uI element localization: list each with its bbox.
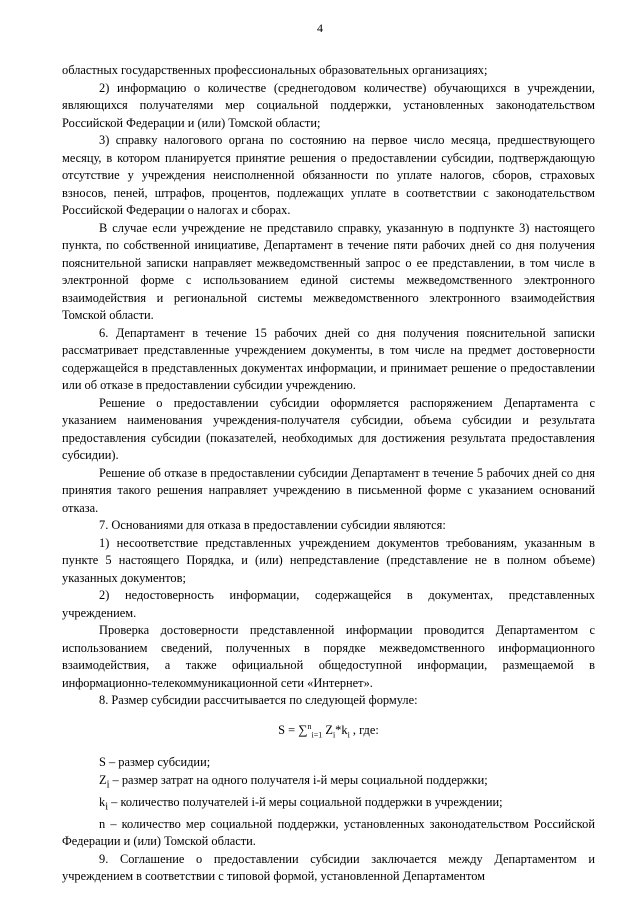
paragraph: 8. Размер субсидии рассчитывается по следующей формуле: [99, 693, 418, 707]
formula-sum-upper: n [307, 721, 312, 731]
paragraph: 2) недостоверность информации, содержащейся в документах, представленных учреждением. [62, 588, 595, 620]
definition-z-symbol: Z [99, 772, 107, 787]
paragraph: 3) справку налогового органа по состоянию на первое число месяца, предшествующего месяцу, в котором планируется принятие решения о предоставлении субсидии, подтверждающую отсутствие у учреждения неисполненной обязанности по уплате налогов, сборов, страховых взносов, пеней, штрафов, процентов, подлежащих уплате в соответствии с законодательством Российской Федерации о налогах и сборах. [62, 133, 595, 217]
formula-lhs: S = [278, 722, 299, 737]
formula-k-index: i [347, 730, 350, 740]
subsidy-formula [62, 716, 595, 747]
formula-k: *k [335, 722, 348, 737]
paragraph: Решение об отказе в предоставлении субсидии Департамент в течение 5 рабочих дней со дня принятия такого решения направляет учреждению в письменной форме с указанием оснований отказа. [62, 465, 595, 515]
formula-sum-lower: i=1 [311, 730, 323, 740]
paragraph: 9. Соглашение о предоставлении субсидии заключается между Департаментом и учреждением в соответствии с типовой формой, установленной Департаментом [62, 851, 595, 884]
definition-s: S – размер субсидии; [99, 755, 211, 770]
paragraph: областных государственных профессиональных образовательных организациях; [62, 63, 488, 77]
formula-tail: , где: [349, 722, 379, 737]
paragraph: В случае если учреждение не представило справку, указанную в подпункте 3) настоящего пункта, по собственной инициативе, Департамент в течение пяти рабочих дней со дня получения пояснительной записки направляет межведомственный запрос о ее представлении, в том числе в электронной форме с использованием единой системы межведомственного электронного взаимодействия и региональной системы межведомственного электронного взаимодействия Томской области. [62, 220, 595, 322]
definition-z-index: i [106, 779, 110, 791]
definition-n: n – количество мер социальной поддержки, установленных законодательством Российской Федерации и (или) Томской области. [62, 816, 595, 849]
paragraph: 1) несоответствие представленных учреждением документов требованиям, указанным в пункте 5 настоящего Порядка, и (или) непредставление (представление не в полном объеме) указанных документов; [62, 535, 595, 585]
paragraph: 2) информацию о количестве (среднегодовом количестве) обучающихся в учреждении, являющихся получателями мер социальной поддержки, установленных законодательством Российской Федерации и (или) Томской области; [62, 80, 595, 130]
formula-z: Z [322, 722, 333, 737]
definition-z [62, 772, 595, 794]
definition-k-symbol: k [99, 794, 106, 809]
definition-k-text: – количество получателей i-й меры социальной поддержки в учреждении; [108, 794, 503, 809]
definition-k [62, 794, 595, 816]
paragraph: 7. Основаниями для отказа в предоставлении субсидии являются: [99, 518, 446, 532]
definition-k-index: i [105, 801, 109, 813]
page-number: 4 [317, 21, 323, 35]
formula-sum-sign: ∑ [298, 721, 308, 737]
paragraph: Проверка достоверности представленной информации проводится Департаментом с использованием сведений, полученных в порядке межведомственного информационного взаимодействия, а также официальной общедоступной информации, размещаемой в информационно-телекоммуникационной сети «Интернет». [62, 623, 595, 690]
definition-z-text: – размер затрат на одного получателя i-й меры социальной поддержки; [109, 772, 488, 787]
paragraph: 6. Департамент в течение 15 рабочих дней со дня получения пояснительной записки рассматривает представленные учреждением документы, в том числе на предмет достоверности содержащейся в представленных документах информации, и принимает решение о предоставлении или об отказе в предоставлении субсидии учреждению. [62, 325, 595, 392]
document-body [62, 62, 595, 886]
formula-z-index: i [332, 730, 336, 740]
paragraph: Решение о предоставлении субсидии оформляется распоряжением Департамента с указанием наименования учреждения-получателя субсидии, объема субсидии и результата предоставления субсидии (показателей, необходимых для достижения результата предоставления субсидии). [62, 395, 595, 462]
